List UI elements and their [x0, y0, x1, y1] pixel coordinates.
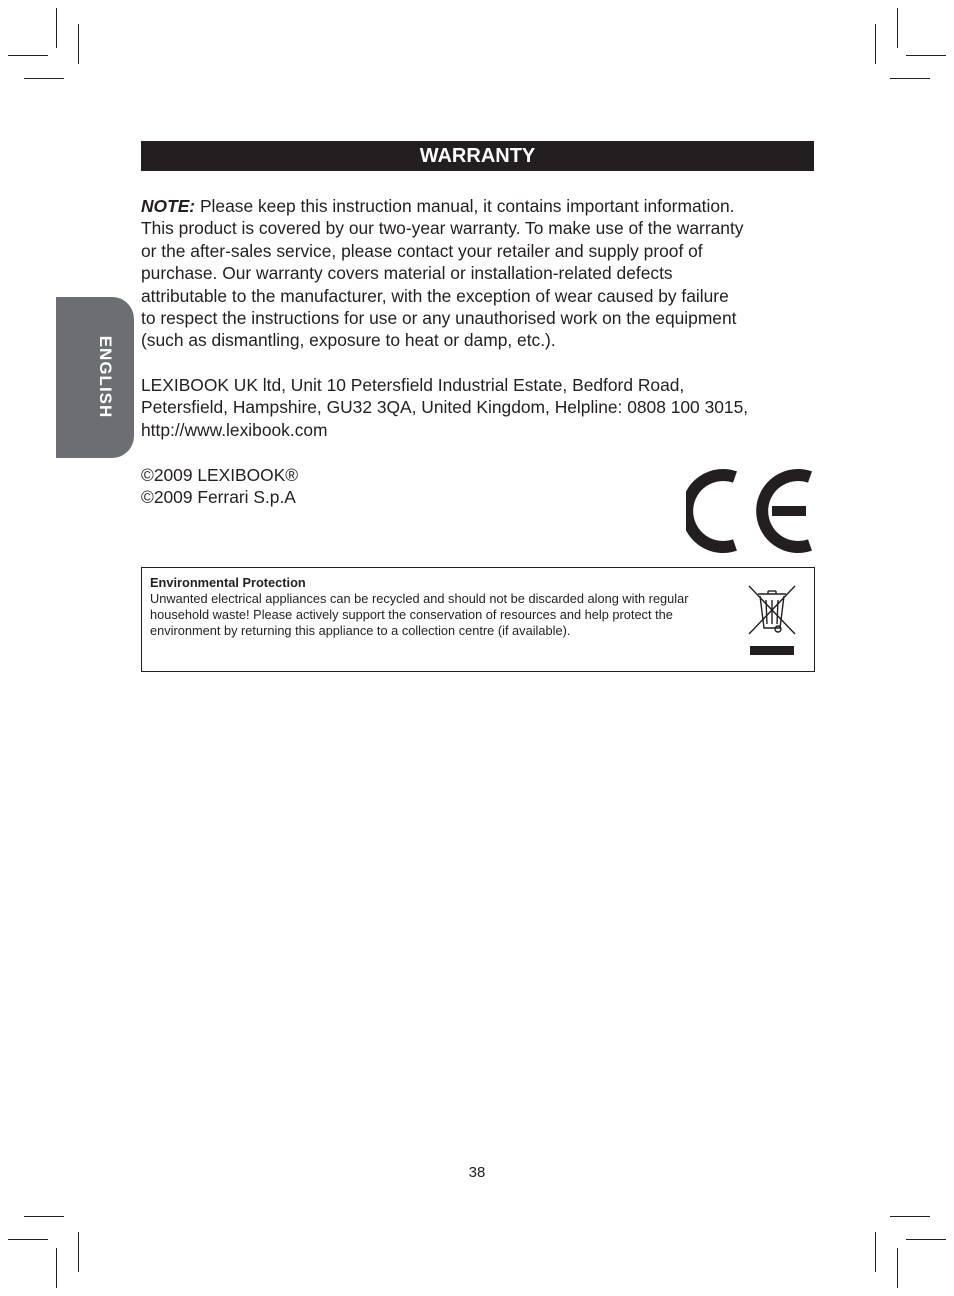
copyright-line: ©2009 LEXIBOOK® [141, 465, 299, 485]
crop-mark [56, 1248, 57, 1288]
note-line: (such as dismantling, exposure to heat or damp, etc.). [141, 330, 556, 351]
note-line: NOTE: Please keep this instruction manual, it contains important information. [141, 196, 735, 216]
crop-mark [78, 1232, 79, 1272]
crop-mark [897, 8, 898, 48]
environmental-title: Environmental Protection [150, 575, 306, 590]
environmental-line: Unwanted electrical appliances can be recycled and should not be discarded along with regular [150, 591, 689, 606]
note-label: NOTE: [141, 196, 196, 216]
crop-mark [24, 78, 64, 79]
note-line: This product is covered by our two-year warranty. To make use of the warranty [141, 218, 744, 239]
crossed-out-bin-icon [746, 584, 798, 658]
environmental-line: household waste! Please actively support the conservation of resources and help protect the [150, 607, 673, 622]
crop-mark [906, 1239, 946, 1240]
address-line: Petersfield, Hampshire, GU32 3QA, United Kingdom, Helpline: 0808 100 3015, [141, 397, 749, 418]
crop-mark [890, 1216, 930, 1217]
note-line: or the after-sales service, please contact your retailer and supply proof of [141, 240, 703, 261]
note-line: attributable to the manufacturer, with the exception of wear caused by failure [141, 285, 729, 306]
crop-mark [78, 24, 79, 64]
section-heading: WARRANTY [141, 141, 814, 171]
crop-mark [875, 1232, 876, 1272]
environmental-line: environment by returning this appliance to a collection centre (if available). [150, 623, 571, 638]
crop-mark [875, 24, 876, 64]
crop-mark [890, 78, 930, 79]
language-tab-label: ENGLISH [96, 335, 115, 419]
crop-mark [24, 1216, 64, 1217]
crop-mark [897, 1248, 898, 1288]
warranty-note [141, 195, 821, 352]
note-line: purchase. Our warranty covers material or installation-related defects [141, 263, 673, 284]
environmental-text [150, 591, 730, 639]
company-address [141, 374, 821, 441]
crop-mark [8, 55, 48, 56]
page-number: 38 [468, 1164, 486, 1181]
website-link[interactable]: http://www.lexibook.com [141, 419, 328, 440]
copyright-line: ©2009 Ferrari S.p.A [141, 487, 296, 508]
address-line: LEXIBOOK UK ltd, Unit 10 Petersfield Industrial Estate, Bedford Road, [141, 375, 685, 395]
crop-mark [56, 8, 57, 48]
crop-mark [8, 1239, 48, 1240]
environmental-protection-box [141, 567, 815, 672]
ce-mark-icon [686, 465, 816, 557]
note-line: to respect the instructions for use or any unauthorised work on the equipment [141, 308, 737, 329]
crop-mark [906, 55, 946, 56]
